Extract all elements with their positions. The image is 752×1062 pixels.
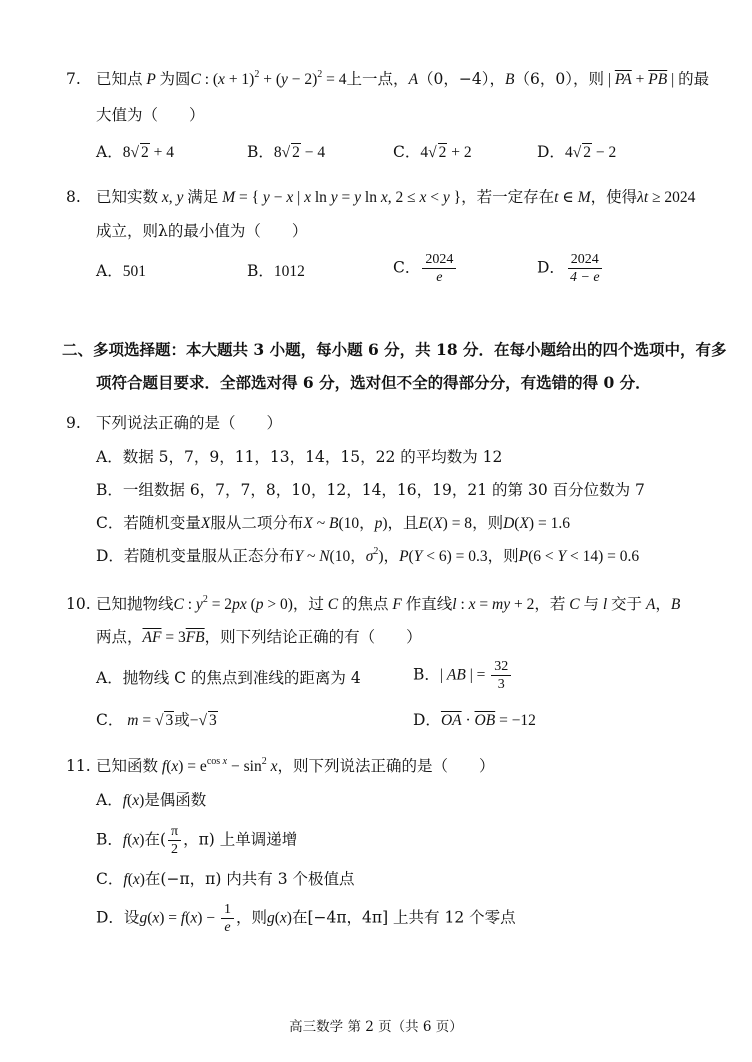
option-text: 是偶函数	[144, 791, 207, 809]
stem-text: ，使得	[590, 188, 638, 206]
denominator: 2	[171, 842, 179, 857]
option-label: C．	[96, 870, 124, 888]
stem-text: 已知函数	[96, 757, 159, 775]
option-label: B．	[96, 830, 123, 849]
question-7: 7. 已知点 P 为圆C : $(x + 1)^2 + (y - 2)^2 = 4$上一点，A（0，−4），B（6，0），则 | $\overline{PA} + \overline{PB}$ | 的最	[66, 69, 710, 88]
fraction	[168, 823, 181, 858]
stem-text: 已知实数	[96, 188, 159, 206]
numerator: 2024	[422, 251, 456, 269]
option-label: B．	[247, 262, 274, 280]
numerator: 1	[221, 901, 234, 919]
section-heading: 二、多项选择题：本大题共 3 小题，每小题 6 分，共 18 分．在每小题给出的四个选项中，有多	[62, 340, 727, 359]
question-number: 7.	[66, 70, 81, 88]
stem-text: 作直线	[405, 595, 453, 613]
stem-text: 两点，	[96, 628, 143, 646]
stem-text: ，则下列说法正确的是（ ）	[277, 757, 495, 775]
option-label: C．	[393, 143, 421, 161]
option-text: 服从二项分布	[210, 514, 304, 532]
option-text: 在[−4π，4π] 上共有 12 个零点	[291, 908, 516, 927]
q11-option-c: C．f(x)在(−π，π) 内共有 3 个极值点	[96, 870, 355, 888]
q11-option-a: A．f(x)是偶函数	[96, 791, 207, 809]
question-number: 10.	[66, 595, 91, 613]
q9-option-a: A．数据 5，7，9，11，13，14，15，22 的平均数为 12	[96, 448, 503, 466]
option-label: C．	[393, 258, 421, 277]
section-heading-continuation: 项符合题目要求．全部选对得 6 分，选对但不全的得部分分，有选错的得 0 分．	[96, 373, 651, 392]
q9-option-b: B．一组数据 6，7，7，8，10，12，14，16，19，21 的第 30 百分位数为 7	[96, 481, 645, 499]
q7-option-b: B．8√ 2 − 4	[247, 143, 326, 161]
question-8: 8. 已知实数 x, y 满足 M = { y − x | x ln y = y ln x, 2 ≤ x < y }，若一定存在t ∈ M，使得λt ≥ 2024	[66, 188, 696, 206]
numerator: 32	[491, 658, 511, 676]
q8-option-d	[537, 251, 605, 286]
option-label: B．	[413, 665, 440, 684]
q9-option-d: D．若随机变量服从正态分布Y ~ N(10，$\sigma^2$)，P(Y < 6) = 0.3，则P(6 < Y < 14) = 0.6	[96, 546, 640, 565]
stem-text: ，则下列结论正确的有（ ）	[204, 628, 422, 646]
stem-text: ，若一定存在	[461, 188, 555, 206]
q8-option-c	[393, 251, 458, 286]
option-label: D．设	[96, 908, 140, 927]
denominator: 4 − e	[569, 270, 600, 285]
stem-text: ，过	[292, 595, 324, 613]
q8-option-a	[96, 260, 146, 283]
option-text: C．若随机变量	[96, 514, 201, 532]
option-text: ，π) 上单调递增	[183, 830, 298, 849]
q10-option-b: B．| AB | = $\frac{32}{3}$	[413, 658, 513, 693]
q11-option-b: B．f(x)在( $\frac{\pi}{2}$ ，π) 上单调递增	[96, 824, 298, 857]
stem-text: 下列说法正确的是（ ）	[96, 414, 283, 432]
stem-text: 的焦点	[342, 595, 389, 613]
fraction	[491, 658, 511, 693]
numerator: 2024	[568, 251, 602, 269]
option-label: D．	[537, 258, 565, 277]
option-text: ，且	[387, 514, 419, 532]
denominator: e	[436, 270, 443, 285]
stem-text: （0，−4），	[418, 70, 505, 88]
q11-option-d: D．设g(x) = f(x) − $\frac{1}{e}$ ，则g(x)在[−4π，4π] 上共有 12 个零点	[96, 902, 516, 935]
option-label: B．	[247, 143, 274, 161]
q9-option-c: C．若随机变量X服从二项分布X ~ B(10，p)，且E(X) = 8，则D(X) = 1.6	[96, 514, 570, 532]
option-text: 在(−π，π) 内共有 3 个极值点	[144, 870, 355, 888]
stem-text: 满足	[187, 188, 219, 206]
option-text: ，则	[235, 908, 267, 927]
option-label: D．	[537, 143, 565, 161]
fraction	[567, 251, 603, 286]
question-8-continuation: 成立，则λ的最小值为（ ）	[96, 222, 308, 240]
question-7-continuation: 大值为（ ）	[96, 106, 205, 124]
question-10: 10. 已知抛物线C : $y^2 = 2px$ (p > 0)，过 C 的焦点 F 作直线l : x = my + 2，若 C 与 l 交于 A，B	[66, 594, 681, 613]
option-label: A．	[96, 791, 123, 809]
stem-text: 与	[583, 595, 599, 613]
stem-text: 交于	[611, 595, 643, 613]
stem-text: 已知点	[96, 70, 143, 88]
denominator: 3	[497, 677, 505, 692]
option-text: ，则	[472, 514, 504, 532]
fraction	[221, 901, 234, 936]
question-number: 9.	[66, 414, 81, 432]
q8-option-b	[247, 260, 305, 283]
option-value: 501	[122, 263, 146, 280]
question-number: 11.	[66, 757, 91, 775]
page-footer: 高三数学 第 2 页（共 6 页）	[289, 1019, 463, 1035]
stem-text: 为圆	[159, 70, 191, 88]
option-value: 1012	[273, 263, 305, 280]
option-text: D．若随机变量服从正态分布	[96, 547, 295, 565]
denominator: e	[224, 920, 231, 935]
question-9	[66, 412, 282, 434]
q7-option-c: C．4√ 2 + 2	[393, 143, 472, 161]
stem-text: 上一点，	[346, 70, 409, 88]
question-11: 11. 已知函数 $f(x) = e^{cos x} - \sin^2 x$，则下列说法正确的是（ ）	[66, 756, 495, 775]
q7-option-d: D．4√ 2 − 2	[537, 143, 617, 161]
option-label: D．	[413, 711, 441, 729]
q10-option-d: D．$\overline{OA} \cdot \overline{OB} = -12$	[413, 711, 536, 729]
option-label: A．	[96, 143, 123, 161]
stem-text: 的最	[678, 70, 710, 88]
option-text: 或	[174, 711, 190, 729]
q10-option-a: A．抛物线 C 的焦点到准线的距离为 4	[96, 669, 361, 687]
option-label: A．	[96, 262, 123, 280]
q7-option-a: A．8√ 2 + 4	[96, 143, 174, 161]
stem-text: 已知抛物线	[96, 595, 174, 613]
q10-option-c: C． m = √ 3或−√ 3	[96, 711, 217, 729]
option-label: C．	[96, 711, 124, 729]
fraction	[422, 251, 456, 286]
option-text: ，则	[487, 547, 519, 565]
stem-text: ，若	[534, 595, 566, 613]
option-text: 在(	[144, 830, 166, 849]
option-text: ，	[383, 547, 400, 565]
question-number: 8.	[66, 188, 81, 206]
question-10-continuation: 两点，$\overline{AF} = 3\overline{FB}$，则下列结论正确的有（ ）	[96, 628, 422, 646]
numerator: π	[168, 823, 181, 841]
stem-text: （6，0），则	[514, 70, 604, 88]
